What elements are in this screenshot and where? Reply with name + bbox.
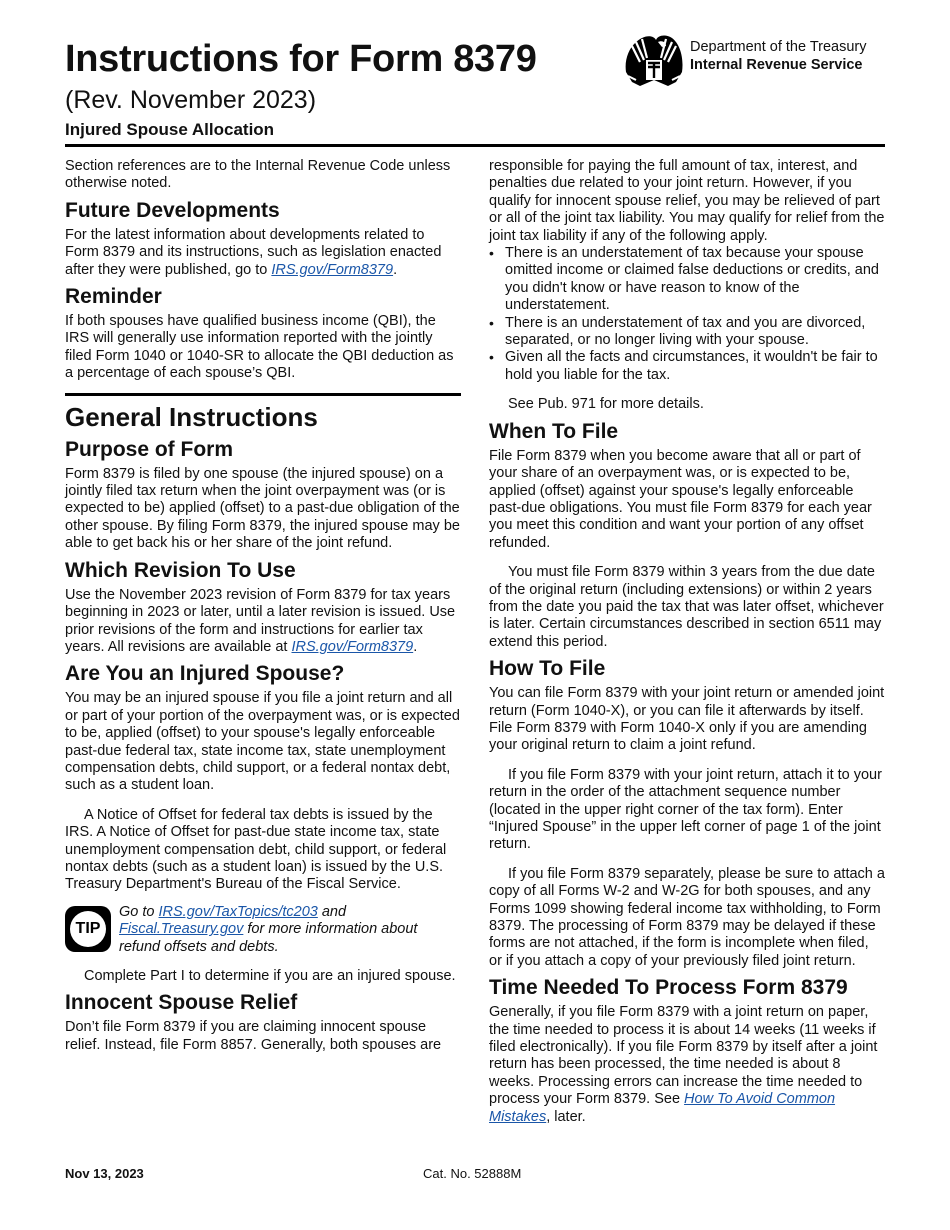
right-column xyxy=(489,158,885,1126)
injured-spouse-heading: Are You an Injured Spouse? xyxy=(65,662,345,686)
footer-date: Nov 13, 2023 xyxy=(65,1166,144,1181)
irs-form8379-link-2[interactable]: IRS.gov/Form8379 xyxy=(291,638,414,655)
tip-box xyxy=(65,904,461,956)
innocent-spouse-text: Don’t file Form 8379 if you are claiming innocent spouse relief. Instead, file Form 8857. Generally, both spouses are xyxy=(65,1019,442,1053)
list-item: • Given all the facts and circumstances, it wouldn't be fair to hold you liable for the tax. xyxy=(489,349,878,383)
when-to-file-heading: When To File xyxy=(489,419,619,443)
separate-filing-text: If you file Form 8379 separately, please be sure to attach a copy of all Forms W-2 and W-2G for both spouses, and any Forms 1099 showing federal income tax withholding, to Form 8379. The processing of Form 8379 may be delayed if these forms are not attached, if the form is incomplete when filed, or if you attach a copy of your previously filed joint return. xyxy=(489,865,885,969)
revision-date: (Rev. November 2023) xyxy=(65,86,317,114)
which-revision-heading: Which Revision To Use xyxy=(65,558,296,582)
processing-time-heading: Time Needed To Process Form 8379 xyxy=(489,976,848,1000)
complete-part-text: Complete Part I to determine if you are an injured spouse. xyxy=(84,968,456,984)
tip-icon xyxy=(65,906,111,952)
attach-text: If you file Form 8379 with your joint return, attach it to your return in the order of the attachment sequence number (located in the upper right corner of the tax form). Enter “Injured Spouse” in the upper left corner of page 1 of the joint return. xyxy=(489,766,882,853)
document-title: Instructions for Form 8379 xyxy=(65,38,537,80)
relief-continued-text: responsible for paying the full amount of tax, interest, and penalties due related to your joint return. However, if you qualify for innocent spouse relief, you may be relieved of part or all of the joint tax liability. You may qualify for relief from the joint tax liability if any of the following apply. xyxy=(489,158,885,244)
intro-text: Section references are to the Internal Revenue Code unless otherwise noted. xyxy=(65,158,451,192)
notice-of-offset-text: A Notice of Offset for federal tax debts is issued by the IRS. A Notice of Offset for past-due state income tax, state unemployment compensation debt, child support, or federal nontax debts (such as a student loan) is issued by the U.S. Treasury Department's Bureau of the Fiscal Service. xyxy=(65,806,447,893)
how-to-file-heading: How To File xyxy=(489,657,606,681)
pub-reference-text: See Pub. 971 for more details. xyxy=(508,396,704,413)
list-item: • There is an understatement of tax and you are divorced, separated, or no longer living with your spouse. xyxy=(489,314,866,349)
irs-eagle-logo-icon xyxy=(622,32,686,88)
when-to-file-text: File Form 8379 when you become aware that all or part of your share of an overpayment was, or is expected to be, applied (offset) against your spouse's legally enforceable past-due obligations. You must file Form 8379 for each year you meet this condition and want your portion of any offset refunded. xyxy=(489,447,872,551)
common-mistakes-link[interactable]: How To Avoid Common Mistakes xyxy=(489,1091,836,1125)
future-developments-heading: Future Developments xyxy=(65,198,280,222)
list-item: • There is an understatement of tax because your spouse omitted income or claimed false deductions or credits, and you didn't know or have reason to know of the understatement. xyxy=(489,245,879,314)
purpose-text: Form 8379 is filed by one spouse (the injured spouse) on a jointly filed tax return when the joint overpayment was (or is expected to be) applied (offset) to a past-due obligation of the other spouse. By filing Form 8379, the injured spouse may be able to get back his or her share of the joint refund. xyxy=(65,465,460,552)
tip-text: Go to IRS.gov/TaxTopics/tc203 and Fiscal.Treasury.gov for more information about refund offsets and debts. xyxy=(119,903,418,955)
how-to-file-text: You can file Form 8379 with your joint return or amended joint return (Form 1040-X), or you can file it afterwards by itself. File Form 8379 with Form 1040-X only if you are amending your original return to claim a joint refund. xyxy=(489,685,885,754)
catalog-number: Cat. No. 52888M xyxy=(423,1166,522,1181)
header-rule xyxy=(65,144,885,147)
fiscal-treasury-link[interactable]: Fiscal.Treasury.gov xyxy=(119,921,244,938)
agency-name xyxy=(690,38,867,74)
which-revision-text: Use the November 2023 revision of Form 8379 for tax years beginning in 2023 or later, until a later revision is issued. Use prior revisions of the form and instructions for earlier tax years. All revisions are available at IRS.gov/Form8379. xyxy=(65,586,456,655)
irs-form8379-link[interactable]: IRS.gov/Form8379 xyxy=(271,261,394,278)
tax-topics-link[interactable]: IRS.gov/TaxTopics/tc203 xyxy=(158,903,318,920)
processing-time-text: Generally, if you file Form 8379 with a joint return on paper, the time needed to process it is about 14 weeks (11 weeks if filed electronically). If you file Form 8379 by itself after a joint return has been processed, the time needed is about 8 weeks. Processing errors can increase the time needed to process your Form 8379. See How To Avoid Common Mistakes, later. xyxy=(489,1004,878,1125)
purpose-heading: Purpose of Form xyxy=(65,437,234,461)
document-subtitle: Injured Spouse Allocation xyxy=(65,120,275,139)
reminder-heading: Reminder xyxy=(65,285,162,309)
general-instructions-heading: General Instructions xyxy=(65,401,318,432)
tip-label: TIP xyxy=(70,911,106,947)
innocent-spouse-heading: Innocent Spouse Relief xyxy=(65,991,298,1015)
department-line: Department of the Treasury xyxy=(690,39,867,55)
left-column xyxy=(65,158,461,1054)
injured-spouse-text: You may be an injured spouse if you file a joint return and all or part of your portion of the overpayment was, or is expected to be, applied (offset) to your spouse's legally enforceable past-due federal tax, state income tax, state unemployment compensation debts, child support, or a federal nontax debt, such as a student loan. xyxy=(65,690,460,794)
reminder-text: If both spouses have qualified business income (QBI), the IRS will generally use information reported with the jointly filed Form 1040 or 1040-SR to allocate the QBI deduction as a percentage of each spouse’s QBI. xyxy=(65,313,454,382)
deadline-text: You must file Form 8379 within 3 years from the due date of the original return (including extensions) or within 2 years from the date you paid the tax that was later offset, whichever is later. Certain circumstances described in section 6511 may extend this period. xyxy=(489,564,884,650)
section-rule xyxy=(65,393,461,396)
future-developments-text: For the latest information about developments related to Form 8379 and its instructions, such as legislation enacted after they were published, go to IRS.gov/Form8379. xyxy=(65,226,442,278)
irs-line: Internal Revenue Service xyxy=(690,57,863,73)
